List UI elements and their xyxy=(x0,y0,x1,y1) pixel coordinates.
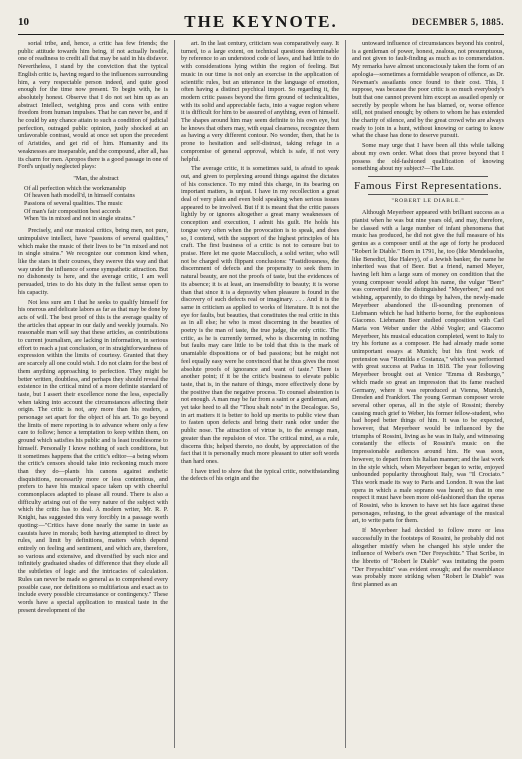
column-divider xyxy=(174,40,175,748)
poem-line: When 'tis in mixed and not in single strains." xyxy=(24,215,136,223)
poem-line: Of man's fair composition best accords xyxy=(24,207,121,215)
paragraph: Although Meyerbeer appeared with brilliant success as a pianist when he was but nine years old, and may, therefore, be classed with a large number of infant phenomena that music has produced, he did not give the full measure of his genius as a composer until at the age of forty he produced "Robert le Diable." Born in 1791, he, too (like Mendelssohn, like Benedict, like Halevy), of a Jewish banker, the name he inherited was that of Beer. But a friend, named Meyer, having left him a large sum of money on condition that the young composer would adopt his name, the vulgar "Beer" was converted into the distinguished "Meyerbeer," and not wishing, apparently, to do things by halves, the newly-made Meyerbeer abandoned the ill-sounding prenomen of Liebmann which he had hitherto borne, for the euphonious Giacomo. Liebmann Beer studied composition with Carl Maria von Weber under the Abbé Vogler; and Giacomo Meyerbeer, his musical education completed, went to Italy to try his fortune as a composer. He had already made some unimportant essays at Munich; but his first work of pretension was "Romilda e Costanza," which was performed with great success at Padua in 1818. The year following Meyerbeer brought out at Venice "Emma di Resburgo," which made so great an impression that its fame reached Germany, where it was reproduced at Vienna, Munich, Dresden and Frankfort. The young German composer wrote several other operas, all in the style of Rossini; thereby causing much grief to Weber, his former fellow-student, who had hoped better things of him. It was to be expected, however, that Meyerbeer would be influenced by the triumphs of Rossini, living as he was in Italy, and witnessing constantly the effects of Rossini's music on the impressionable audiences around him. He was soon, however, to depart from his Italian manner; and the last work in the style which, when Meyerbeer began to write, enjoyed unbounded popularity throughout Italy, was "Il Crociato." This work made its way to Paris and London. It was the last opera in which a male soprano was heard; so that in one respect it must have been more old-fashioned than the operas of Rossini, who is known to have set his face against these personages, refusing, to the great advantage of the musical art, to write parts for them. xyxy=(352,209,504,525)
page-header xyxy=(18,12,504,32)
masthead-title: THE KEYNOTE. xyxy=(184,12,338,31)
section-title: Famous First Representations. xyxy=(353,179,503,192)
poem-quote xyxy=(24,175,168,223)
poem-line: Of all perfection which the workmanship xyxy=(24,184,126,192)
section-rule xyxy=(368,176,488,177)
paragraph: sorial tribe, and, hence, a critic has few friends; the public attitude towards him being, if not actually hostile, one of readiness to credit all that may be said in his disfavor. Nevertheless, I stand by the conviction that the typical English critic is, having regard to the influences surrounding him, a very respectable person indeed, and quite good enough for the time now present. To begin with, he is absolutely honest. Observe that I do not set him up as an abstract Intellect, weighing pros and cons with entire freedom from human impulses. That he can never be, and if he could by any chance attain to such a condition of judicial perfection, outraged public opinion, justly shocked at an unfavorable contrast, would at once set upon the precedent of Aristides, and get rid of him. Humanity and its weaknesses are inseparable, and the compound, after all, has its charm for men. Apropos there is a good passage in one of Ford's unjustly neglected plays: xyxy=(18,40,168,171)
issue-date: DECEMBER 5, 1885. xyxy=(411,17,504,27)
poem-line: "Man, the abstract xyxy=(73,174,119,182)
paragraph: The average critic, it is sometimes said, is afraid to speak out, and given to perplexing around things against the dictates of his conscience. To my mind this charge, in its bearing on important matters, is unjust. I have in my recollection a great deal of very plain and even bold speaking when serious issues appeared to be involved. But if it is meant that the critic passes lightly by or ignores altogether a great many weaknesses of conception and execution, I admit his guilt. He holds his tongue very often when the provocation is to speak, and does so, I contend, with the support of the highest principles of his craft. The first business of a critic is not to censure but to praise. Here let me quote Macculloch, a solid writer, who will not be charged with flippant conclusions: "Fastidiousness, the discernment of defects and the propensity to seek them in natural beauty, are not the proofs of taste, but the evidences of its absence; it is at least, an insensibility to beauty; it is worse than that since it is a depravity when pleasure is found in the discovery of such defects real or imaginary. . . . And it is the same in criticism as applied to works of literature. It is not the eye for faults, but beauties, that constitutes the real critic in this as in all else; he who is most discerning in the beauties of poetry is the man of taste, the true judge, the only critic. The critic, as he is currently termed, who is discerning in nothing but faults may care little to be told that this is the mark of unamiable dispositions or of bad passions; but he might not feel equally easy were he convinced that he thus gives the most absolute proofs of ignorance and want of taste." There is another point; if it be the critic's business to elevate public taste, that is, in the nature of things, more effectively done by the positive than the negative process. To counsel abstention is not enough. A man may be far from a saint or a gentleman, and yet take heed to all the "Thou shalt nots" in the Decalogue. So, in art matters it is better to hold up merits to public view than to fasten upon defects and bring their rank odor under the public nose. The attraction of virtue is, to the average man, greater than the repulsion of vice. The critical mind, as a rule, discerns this; helped thereto, no doubt, by appreciation of the fact that it is personally much more pleasant to utter soft words than hard ones. xyxy=(181,165,339,465)
poem-line: Passions of several qualities. The music xyxy=(24,200,123,208)
paragraph: Some may urge that I have been all this while talking about my own order. What does that prove beyond that I possess the old-fashioned qualification of knowing something about my subject?—The Lute. xyxy=(352,142,504,173)
column-1 xyxy=(18,40,168,748)
header-rule xyxy=(18,34,504,35)
paragraph: If Meyerbeer had decided to follow more or less successfully in the footsteps of Rossini, he probably did not altogether mistify when he changed his style under the influence of Weber's own "Der Freyschütz." That Scribe, in the libretto of "Robert le Diable" was imitating the poem "Der Freyschütz" was evident enough; and the resemblance was probably more striking when "Robert le Diable" was first planned as an xyxy=(352,527,504,589)
article-subhead: "ROBERT LE DIABLE." xyxy=(391,197,465,204)
paragraph: I have tried to show that the typical critic, notwithstanding the defects of his origin and the xyxy=(181,467,339,483)
paragraph: Precisely, and our musical critics, being men, not pure, unimpulsive intellect, have "passions of several qualities," which make the music of their lives to be "in mixed and not in single strains." We recognize our common kind when, like the stars in their courses, they swerve this way and that way under the influence of some sympathetic attraction. But no dishonesty is here, and the average critic, I am well persuaded, tries to do his duty in the fullest sense open to his capacity. xyxy=(18,227,168,296)
column-2 xyxy=(181,40,339,748)
paragraph: Not less sure am I that he seeks to qualify himself for his onerous and delicate labors as far as that may be done by acts of will. The best proof of this is the average quality of the articles that appear in our daily and weekly journals. No reasonable man will say that these articles, as contributions to current journalism, are lacking in information, in serious effort to reach a just conclusion, or in straightforwardness of expression within the limits of courtesy. Granted that they are scarcely all one could wish. I do not claim for the best of them anything approaching to perfection. They might be better written, doubtless, and perhaps they should reveal the existence in the critical mind of a more definite standard of taste, but I assert their excellence none the less, especially when taking into account the circumstances affecting their origin. The critic is not, any more than his readers, a personage set apart for the object of his art. To go beyond the limits of mere reporting is to advance where only a few care to follow; hence a temptation to keep within them, on ground which satisfies his public and is least troublesome to himself. Personally I know nothing of such conditions, but it sometimes happens that the critic's editor—a being whom the critic's censors should take into reckoning much more than they do—plants his canons against æsthetic disquisitions, necessarily more or less contentious, and prefers to have his musical space taken up with cheerful commonplaces adapted to please all round. There is also a difficulty arising out of the very nature of the subject with which the critic has to deal. A modern writer, Mr. R. P. Knight, has suggested this very forcibly in a passage worth quoting:—"Critics have done nearly the same in taste as casuists have in morals; both having attempted to direct by rules, and limit by definitions, matters which depend entirely on feeling and sentiment, and which are, therefore, so various and extensive, and diversified by such nice and infinitely graduated shades of difference that they elude all the subtleties of logic and the intricacies of calculation. Rules can never be made so general as to comprehend every possible case, nor definitions so multifarious and exact as to include every possible circumstance or contingency." These words have a special application to musical taste in the present development of the xyxy=(18,298,168,614)
page-number: 10 xyxy=(18,16,29,28)
paragraph: art. In the last century, criticism was comparatively easy. It turned, to a large extent, on technical questions determinable by reference to an understood code of laws, and had little to do with considerations lying within the region of feeling. But music in our time is not only an exercise in the application of scientific rules, but an utterance in the language of emotion, often having a distinct psychical import. So regarding it, the modern critic passes beyond the firm ground of technicalities, with its solid and appreciable facts, into a vague region where it is difficult for him to be assured of anything, even of himself. The shapes around him may seem definite to his own eye, but he knows that others may, with equal clearness, recognize them as having a very different contour. No wonder, then, that he is prone to hesitation and self-distrust, taking refuge in a compromise of general approval, which is safe, if not very helpful. xyxy=(181,40,339,163)
section-rule xyxy=(368,194,488,195)
poem-line: Of heaven hath modell'd, in himself contains xyxy=(24,192,135,200)
column-divider xyxy=(345,40,346,748)
paragraph: untoward influence of circumstances beyond his control, is a gentleman of power, honest, zealous, not presumptuous, and not given to fault-finding as much as to commendation. My remarks have almost unconsciously taken the form of an apologia—sometimes a formidable weapon of offence, as Dr. Newman's assailants once found to their cost. This, I suppose, was because the poor critic is so much everybody's butt that one cannot prevent him except as assailed openly or secretly by people whom he has blamed, or, worse offence still, not praised enough; by others to whom he has extended the charity of silence, and by the great crowd who are always ready to join in a hunt, without knowing or caring to know what the chase has done to deserve pursuit. xyxy=(352,40,504,140)
column-3 xyxy=(352,40,504,748)
